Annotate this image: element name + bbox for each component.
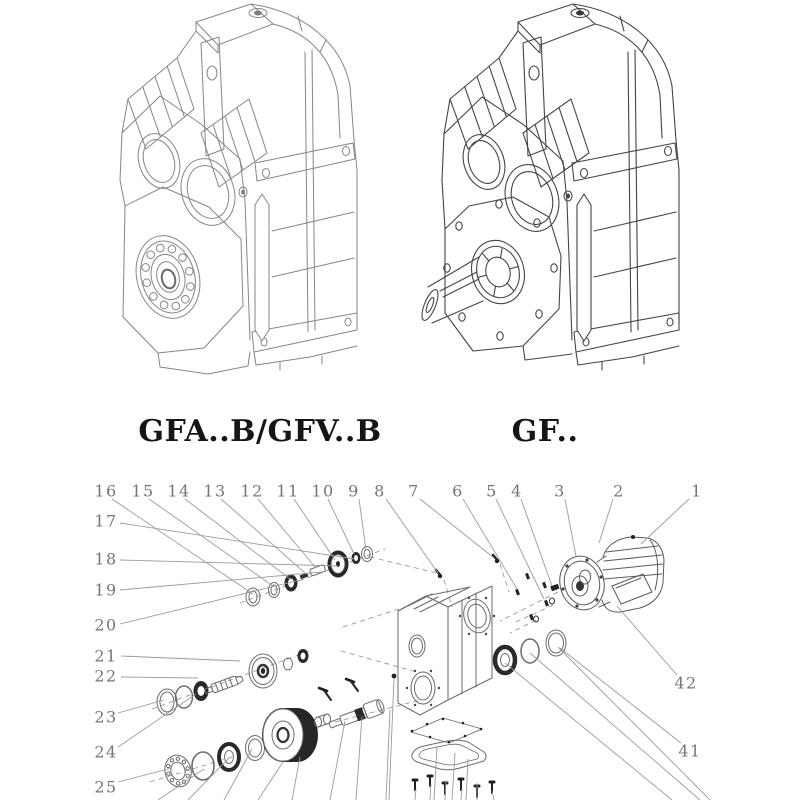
part-number-14: 14 [167, 481, 191, 501]
hood-arch [573, 4, 676, 140]
input-shaft-assembly [246, 547, 373, 607]
exploded-view [0, 470, 800, 800]
output-bearing-set [495, 630, 566, 673]
callout-3 [554, 482, 576, 557]
part-number-16: 16 [94, 481, 118, 501]
part-number-13: 13 [203, 481, 227, 501]
output-gear [262, 708, 318, 762]
callout-9 [348, 482, 366, 551]
part-number-5: 5 [486, 481, 498, 501]
gear-housing [398, 586, 495, 715]
callout-22 [94, 667, 198, 686]
output-shaft-exploded [327, 698, 386, 732]
callout-41 [560, 648, 702, 761]
intermediate-pinion-shaft [204, 674, 244, 696]
callout-8 [374, 482, 438, 574]
cropped-leader-lines [158, 647, 710, 800]
part-number-19: 19 [94, 580, 118, 600]
part-number-17: 17 [94, 511, 118, 531]
part-number-2: 2 [613, 481, 625, 501]
callout-25 [94, 768, 172, 797]
part-number-25: 25 [94, 777, 118, 797]
part-number-22: 22 [94, 666, 118, 686]
feet [523, 346, 679, 370]
gearbox-drawing-gfab [100, 0, 370, 395]
motor-bolts [515, 573, 559, 622]
part-number-1: 1 [691, 481, 703, 501]
eye-lug [523, 37, 546, 156]
part-number-15: 15 [131, 481, 155, 501]
part-number-18: 18 [94, 549, 118, 569]
callout-18 [94, 550, 338, 569]
callout-7 [408, 482, 494, 559]
housing-bolts [436, 555, 499, 578]
motor [555, 535, 664, 614]
model-label-gf: GF.. [511, 414, 579, 449]
ball-bearing [161, 752, 194, 790]
callout-42 [617, 606, 698, 693]
gearbox-drawing-gf [420, 0, 720, 395]
part-number-11: 11 [276, 481, 300, 501]
part-number-41: 41 [678, 741, 702, 761]
exploded-annotations [94, 482, 703, 797]
side-ribs [577, 50, 679, 341]
part-number-7: 7 [408, 481, 420, 501]
callout-6 [452, 482, 517, 590]
part-number-9: 9 [348, 481, 360, 501]
output-hub [465, 234, 532, 309]
model-label-gfab: GFA..B/GFV..B [138, 414, 382, 449]
input-pinion-gear [328, 551, 349, 578]
tee-bolts [319, 679, 358, 700]
output-bearing [127, 228, 209, 325]
part-number-42: 42 [674, 673, 698, 693]
part-number-23: 23 [94, 707, 118, 727]
callout-21 [94, 647, 240, 666]
callout-24 [94, 694, 196, 762]
part-number-12: 12 [240, 481, 264, 501]
spacer-sleeve [315, 714, 331, 727]
part-number-21: 21 [94, 646, 118, 666]
callout-2 [599, 482, 625, 544]
input-bores [456, 129, 572, 238]
part-number-24: 24 [94, 742, 118, 762]
part-number-4: 4 [511, 481, 523, 501]
output-shaft [420, 257, 483, 323]
part-number-3: 3 [554, 481, 566, 501]
side-ribs [255, 50, 357, 341]
bottom-cover [412, 740, 486, 770]
part-number-6: 6 [452, 481, 464, 501]
eye-lug [201, 37, 224, 156]
part-number-8: 8 [374, 481, 386, 501]
callout-1 [641, 482, 703, 545]
part-number-20: 20 [94, 615, 118, 635]
intermediate-gear [249, 654, 277, 688]
callout-4 [511, 482, 552, 587]
part-number-10: 10 [311, 481, 335, 501]
input-bores [131, 128, 247, 232]
output-flange [444, 197, 561, 351]
hood-arch [251, 4, 354, 140]
gasket [411, 718, 483, 744]
